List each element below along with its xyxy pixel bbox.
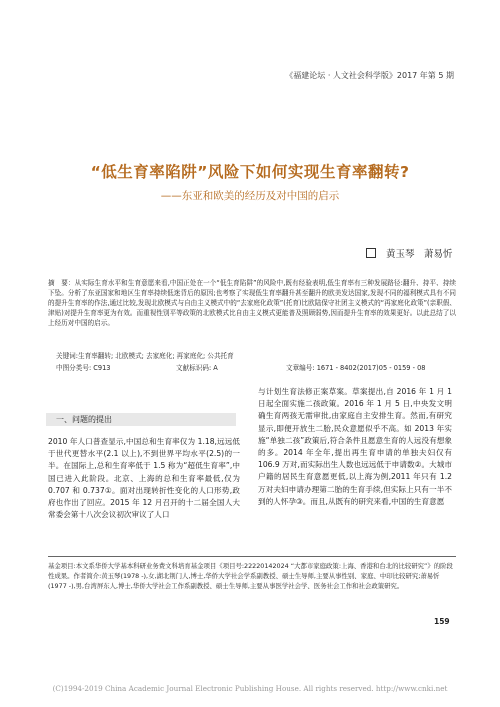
article-title: “低生育率陷阱”风险下如何实现生育率翻转? [90,163,410,181]
footnote: 基金项目:本文系华侨大学基本科研业务费文科培育基金项目《项目号:22220142024 “大都市家庭政策:上海、香港和台北的比较研究”》的阶段性成果。作者简介:黄玉琴(1978 -),女,湖北荆门人,博士,华侨大学社会学系副教授、硕士生导师,主要从事性别、家庭、中印比较研究;萧易忻(1977 -),男,台湾屏东人,博士,华侨大学社会工作系副教授、硕士生导师,主要从事医学社会学、医务社会工作和社会政策研究。 [48,562,453,590]
section-heading-bar [46,413,236,426]
body-column-left: 2010 年人口普查显示,中国总和生育率仅为 1.18,远远低于世代更替水平(2.1 以上),不到世界平均水平(2.5)的一半。在国际上,总和生育率低于 1.5 称为“超低生育率”,中国已进入此阶段。北京、上海的总和生育率最低,仅为 0.707 和 0.737①。面对出现转折性变化的人口形势,政府也作出了回应。2015 年 12 月召开的十二届全国人大常委会第十八次会议初次审议了人口 [48,437,240,520]
article-number: 文章编号: 1671 - 8402(2017)05 - 0159 - 08 [286,364,426,372]
document-code: 文献标识码: A [176,364,218,372]
classification-line [56,362,456,372]
clc-number: 中图分类号: C913 [56,364,111,372]
keywords: 关键词:生育率翻转; 北欧模式; 去家庭化; 再家庭化; 公共托育 [56,352,234,360]
abstract: 摘 要：从实际生育水平和生育意愿来看,中国正处在一个“低生育陷阱”的风险中,既有经验表明,低生育率有三种发展路径:翻升、持平、持续下坠。分析了东亚国家和地区生育率持续低迷背后的原因;也考察了实现低生育率翻升甚至翻升的欧美发达国家,发现不同的福利模式具有不同的提升生育率的作法,通过比较,发现北欧模式与自由主义模式中的“去家庭化政策”(托育)比欧陆保守社团主义模式的“再家庭化政策”(亲职假、津贴)对提升生育率更为有效。而重视性别平等政策的北欧模式比自由主义模式更能普及照顾弱势,因而提升生育率的效果更好。以此总结了以上经历对中国的启示。 [48,279,457,327]
author-names: 黄玉琴 萧易忻 [386,249,453,260]
author-line [366,246,453,260]
section-heading: 一、问题的提出 [56,415,112,424]
footnote-divider [48,556,456,557]
author-box-icon [366,248,376,258]
body-column-right: 与计划生育法修正案草案。草案提出,自 2016 年 1 月 1 日起全面实施二孩政策。2016 年 1 月 5 日,中央发文明确生育两孩无需审批,由家庭自主安排生育。然而,有研究显示,即便开放生二胎,民众意愿似乎不高。如 2013 年实施“单独二孩”政策后,符合条件且愿意生育的人远没有想象的多。2014 年全年,提出再生育申请的单独夫妇仅有 106.9 万对,而实际出生人数也远远低于申请数②。大城市户籍的居民生育意愿更低,以上海为例,2011 年只有 1.2 万对夫妇申请办理第二胎的生育手续,但实际上只有一半不到的人怀孕③。而且,从既有的研究来看,中国的生育意愿 [258,387,452,506]
page-number: 159 [434,617,450,626]
copyright-footer: (C)1994-2019 China Academic Journal Electronic Publishing House. All rights reserved. http://www.cnki.net [52,684,448,693]
article-subtitle: ——东亚和欧美的经历及对中国的启示 [160,190,340,202]
journal-header: 《福建论坛 · 人文社会科学版》2017 年第 5 期 [285,71,454,80]
